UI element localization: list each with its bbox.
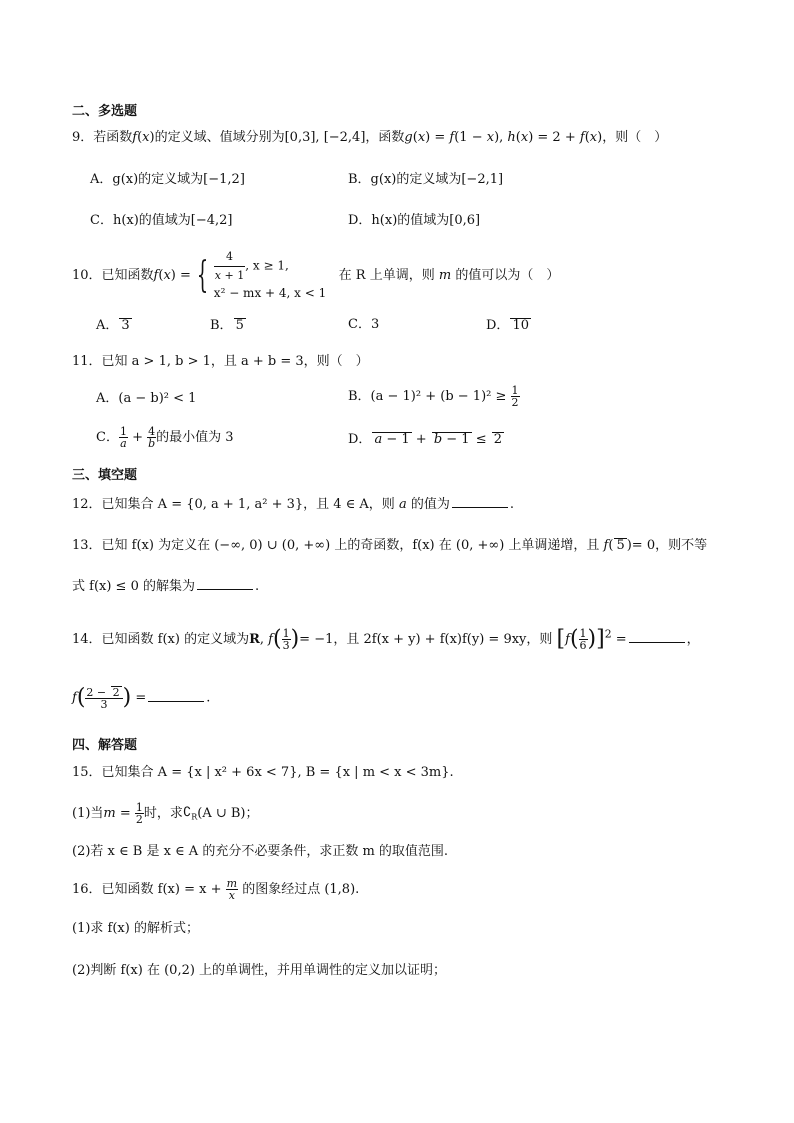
question-11-option-a: A．(a − b)² < 1: [96, 391, 197, 406]
question-16-part-1: (1)求 f(x) 的解析式；: [72, 921, 199, 936]
question-9-stem: 9．若函数f(x)的定义域、值域分别为[0,3], [−2,4]，函数g(x) = f(1 − x), h(x) = 2 + f(x)，则（ ）: [72, 130, 668, 145]
answer-blank: [148, 701, 204, 702]
question-9-option-b: B．g(x)的定义域为[−2,1]: [348, 172, 504, 187]
answer-blank: [452, 507, 508, 508]
question-16-stem: 16．已知函数 f(x) = x + $\frac{m}{x}$ 的图象经过点 (1,8).: [72, 877, 360, 902]
question-10-option-b: B． 5: [210, 318, 244, 333]
question-14-line-2: f( $\frac{2 - 2}{3}$ ) = .: [72, 685, 211, 711]
answer-blank: [197, 589, 253, 590]
question-15-part-1: (1)当m = $\frac{1}{2}$ 时，求$∁_R(A$ ∪ B)；: [72, 801, 259, 826]
question-15-stem: 15．已知集合 A = {x | x² + 6x < 7}, B = {x | m < x < 3m}.: [72, 765, 454, 780]
section-heading-fill-blank: 三、填空题: [72, 468, 138, 483]
question-11-option-d: D． a − 1 + b − 1 ≤ 2: [348, 432, 503, 447]
question-15-part-2: (2)若 x ∈ B 是 x ∈ A 的充分不必要条件，求正数 m 的取值范围.: [72, 844, 449, 859]
question-9-option-a: A．g(x)的定义域为[−1,2]: [90, 172, 245, 187]
question-9-option-d: D．h(x)的值域为[0,6]: [348, 213, 481, 228]
question-13-line-2: 式 f(x) ≤ 0 的解集为 .: [72, 579, 260, 594]
question-9-option-c: C．h(x)的值域为[−4,2]: [90, 213, 233, 228]
question-14-line-1: 14．已知函数 f(x) 的定义域为R, f( $\frac{1}{3}$ )= −1，且 2f(x + y) + f(x)f(y) = 9xy，则 [f( $\frac{1}{6}$ )]$^2$ = ，: [72, 626, 700, 652]
question-13-line-1: 13．已知 f(x) 为定义在 (−∞, 0) ∪ (0, +∞) 上的奇函数，f(x) 在 (0, +∞) 上单调递增，且 f( 5 )= 0，则不等: [72, 538, 708, 553]
question-16-part-2: (2)判断 f(x) 在 (0,2) 上的单调性，并用单调性的定义加以证明；: [72, 963, 447, 978]
section-heading-solution: 四、解答题: [72, 738, 138, 753]
question-10-option-c: C．3: [348, 317, 380, 332]
answer-blank: [629, 642, 685, 643]
question-12-stem: 12．已知集合 A = {0, a + 1, a² + 3}，且 4 ∈ A，则 a 的值为 .: [72, 497, 515, 512]
question-11-stem: 11．已知 a > 1, b > 1，且 a + b = 3，则（ ）: [72, 354, 369, 369]
section-heading-multiple-choice: 二、多选题: [72, 104, 138, 119]
question-10-option-a: A． 3: [96, 318, 130, 333]
question-11-option-c: C． $\frac{1}{a}$ + $\frac{4}{b}$ 的最小值为 3: [96, 425, 234, 450]
question-10-stem: 10．已知函数f(x) = { $\frac{4}{x + 1}$ , x ≥ 1, x² − mx + 4, x < 1 在 R 上单调，则 m 的值可以为（ ）: [72, 250, 560, 301]
question-10-option-d: D． 10: [486, 318, 529, 333]
question-11-option-b: B．(a − 1)² + (b − 1)² ≥ $\frac{1}{2}$: [348, 384, 519, 409]
